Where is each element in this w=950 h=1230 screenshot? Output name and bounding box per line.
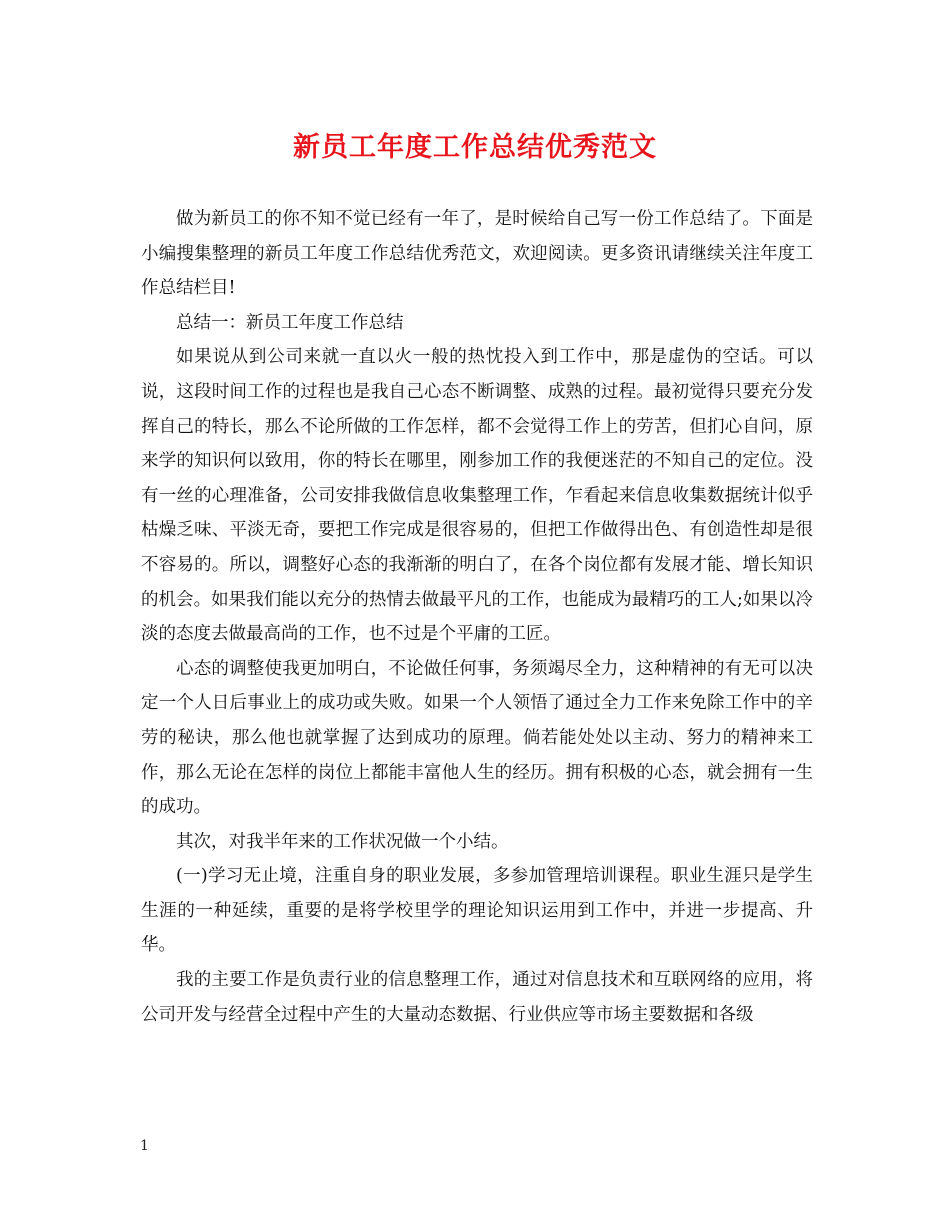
intro-paragraph: 做为新员工的你不知不觉已经有一年了，是时候给自己写一份工作总结了。下面是小编搜集整理的新员工年度工作总结优秀范文，欢迎阅读。更多资讯请继续关注年度工作总结栏目! [141, 209, 813, 299]
body-paragraph: 如果说从到公司来就一直以火一般的热忱投入到工作中，那是虚伪的空话。可以说，这段时间工作的过程也是我自己心态不断调整、成熟的过程。最初觉得只要充分发挥自己的特长，那么不论所做的工作怎样，都不会觉得工作上的劳苦，但扪心自问，原来学的知识何以致用，你的特长在哪里，刚参加工作的我便迷茫的不知自己的定位。没有一丝的心理准备，公司安排我做信息收集整理工作，乍看起来信息收集数据统计似乎枯燥乏味、平淡无奇，要把工作完成是很容易的，但把工作做得出色、有创造性却是很不容易的。所以，调整好心态的我渐渐的明白了，在各个岗位都有发展才能、增长知识的机会。如果我们能以充分的热情去做最平凡的工作，也能成为最精巧的工人;如果以冷淡的态度去做最高尚的工作，也不过是个平庸的工匠。 [141, 347, 813, 645]
document-body [141, 202, 813, 1032]
body-paragraph: 心态的调整使我更加明白，不论做任何事，务须竭尽全力，这种精神的有无可以决定一个人日后事业上的成功或失败。如果一个人领悟了通过全力工作来免除工作中的辛劳的秘诀，那么他也就掌握了达到成功的原理。倘若能处处以主动、努力的精神来工作，那么无论在怎样的岗位上都能丰富他人生的经历。拥有积极的心态，就会拥有一生的成功。 [141, 658, 813, 818]
body-paragraph: 其次，对我半年来的工作状况做一个小结。 [176, 831, 509, 852]
body-paragraph: (一)学习无止境，注重自身的职业发展，多参加管理培训课程。职业生涯只是学生生涯的一种延续，重要的是将学校里学的理论知识运用到工作中，并进一步提高、升华。 [141, 866, 813, 956]
body-paragraph: 我的主要工作是负责行业的信息整理工作，通过对信息技术和互联网络的应用，将公司开发与经营全过程中产生的大量动态数据、行业供应等市场主要数据和各级 [141, 970, 813, 1025]
section-heading: 总结一：新员工年度工作总结 [176, 312, 404, 333]
document-title: 新员工年度工作总结优秀范文 [293, 132, 657, 163]
page-number: 1 [140, 1138, 149, 1154]
